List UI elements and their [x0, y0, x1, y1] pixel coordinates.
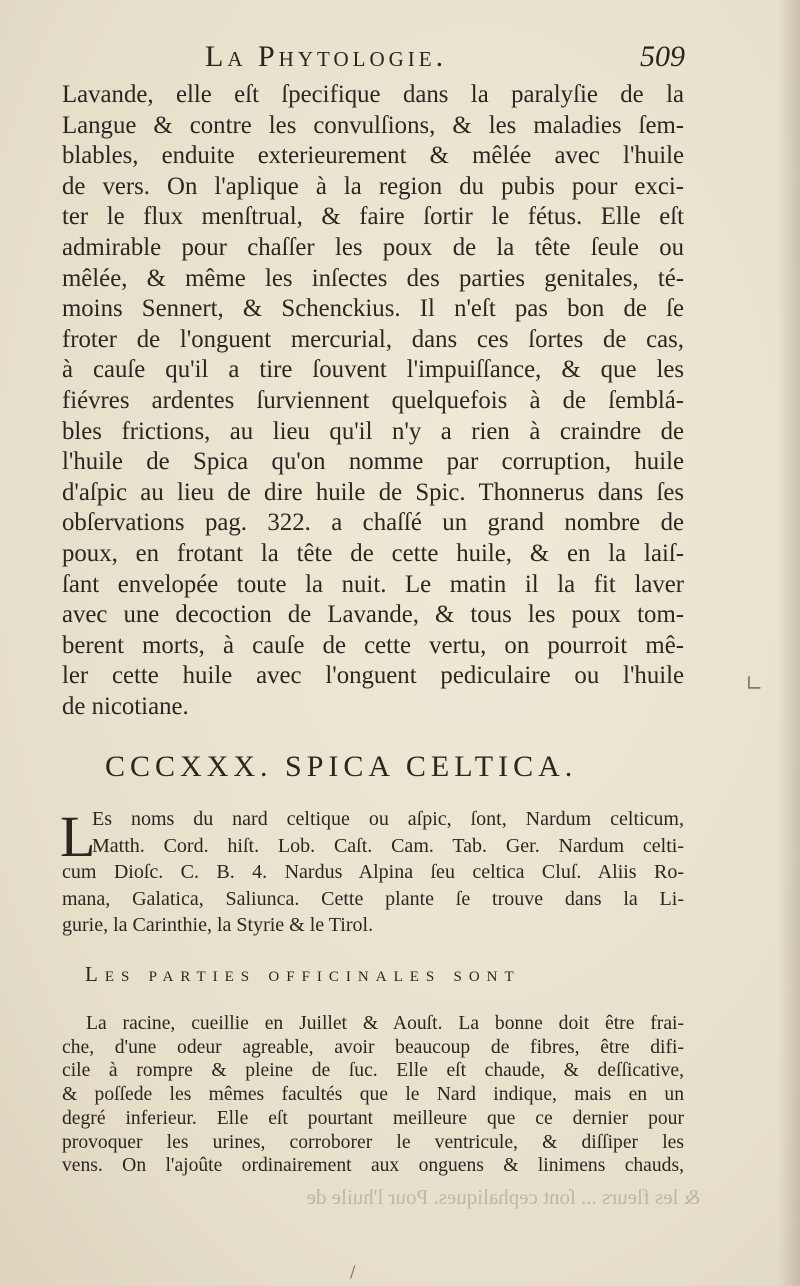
text-line: gurie, la Carinthie, la Styrie & le Tirol.	[62, 914, 374, 936]
text-line: Lavande, elle eſt ſpecifique dans la paralyſie de la	[62, 81, 684, 108]
text-line: l'huile de Spica qu'on nomme par corruption, huile	[62, 448, 684, 476]
text-line: & poſſede les mêmes facultés que le Nard indique, mais en un	[62, 1084, 684, 1106]
text-line: vens. On l'ajoûte ordinairement aux onguens & linimens chauds,	[62, 1155, 684, 1177]
text-line: obſervations pag. 322. a chaſſé un grand nombre de	[62, 509, 684, 537]
text-line: mêlée, & même les inſectes des parties genitales, té-	[62, 264, 684, 292]
text-line: de vers. On l'aplique à la region du pubis pour exci-	[62, 172, 684, 200]
text-line: Es noms du nard celtique ou aſpic, ſont, Nardum celticum,	[92, 808, 684, 830]
text-line: che, d'une odeur agreable, avoir beaucoup de fibres, être difi-	[62, 1036, 684, 1058]
text-line: ſant envelopée toute la nuit. Le matin il la fit laver	[62, 570, 684, 598]
text-line: cile à rompre & pleine de ſuc. Elle eſt chaude, & deſſicative,	[62, 1060, 684, 1082]
text-line: admirable pour chaſſer les poux de la tête ſeule ou	[62, 233, 684, 261]
margin-mark: ∟	[745, 672, 764, 697]
drop-capital: L	[60, 804, 96, 869]
text-line: moins Sennert, & Schenckius. Il n'eſt pas bon de ſe	[62, 295, 684, 323]
text-line: d'aſpic au lieu de dire huile de Spic. Thonnerus dans ſes	[62, 478, 684, 506]
margin-mark: /	[350, 1262, 356, 1281]
text-line: froter de l'onguent mercurial, dans ces ſortes de cas,	[62, 325, 684, 353]
text-line: avec une decoction de Lavande, & tous les poux tom-	[62, 601, 684, 629]
lavande-paragraph	[62, 80, 684, 722]
text-line: Langue & contre les convulſions, & les maladies ſem-	[62, 111, 684, 139]
text-line: bles frictions, au lieu qu'il n'y a rien à craindre de	[62, 417, 684, 445]
text-line: fiévres ardentes ſurviennent quelquefois à de ſemblá-	[62, 386, 684, 414]
bleed-through-text: & les fleurs ... ſont cephaliques. Pour l'huile de	[306, 1185, 700, 1209]
parts-heading: Les parties officinales sont	[85, 962, 521, 986]
parts-paragraph	[62, 1012, 684, 1178]
text-line: à cauſe qu'il a tire ſouvent l'impuiſſance, & que les	[62, 356, 684, 384]
section-title: CCCXXX. SPICA CELTICA.	[105, 750, 578, 783]
text-line: Matth. Cord. hiſt. Lob. Caſt. Cam. Tab. Ger. Nardum celti-	[92, 834, 684, 857]
page-edge-shadow	[778, 0, 800, 1286]
text-line: berent morts, à cauſe de cette vertu, on pourroit mê-	[62, 631, 684, 659]
text-line: cum Dioſc. C. B. 4. Nardus Alpina ſeu celtica Cluſ. Aliis Ro-	[62, 861, 684, 883]
text-line: provoquer les urines, corroborer le ventricule, & diſſiper les	[62, 1131, 684, 1153]
running-title: La Phytologie.	[205, 40, 448, 73]
names-paragraph	[62, 806, 684, 939]
text-line: degré inferieur. Elle eſt pourtant meilleure que ce dernier pour	[62, 1107, 684, 1129]
text-line: poux, en frotant la tête de cette huile, & en la laiſ-	[62, 539, 684, 567]
page-number: 509	[640, 40, 685, 73]
text-line: ler cette huile avec l'onguent pediculaire ou l'huile	[62, 662, 684, 690]
text-line: La racine, cueillie en Juillet & Aouſt. La bonne doit être frai-	[86, 1013, 684, 1034]
text-line: blables, enduite exterieurement & mêlée avec l'huile	[62, 142, 684, 170]
text-line: de nicotiane.	[62, 692, 189, 720]
text-line: mana, Galatica, Saliunca. Cette plante ſe trouve dans la Li-	[62, 887, 684, 910]
text-line: ter le flux menſtrual, & faire ſortir le fétus. Elle eſt	[62, 203, 684, 231]
